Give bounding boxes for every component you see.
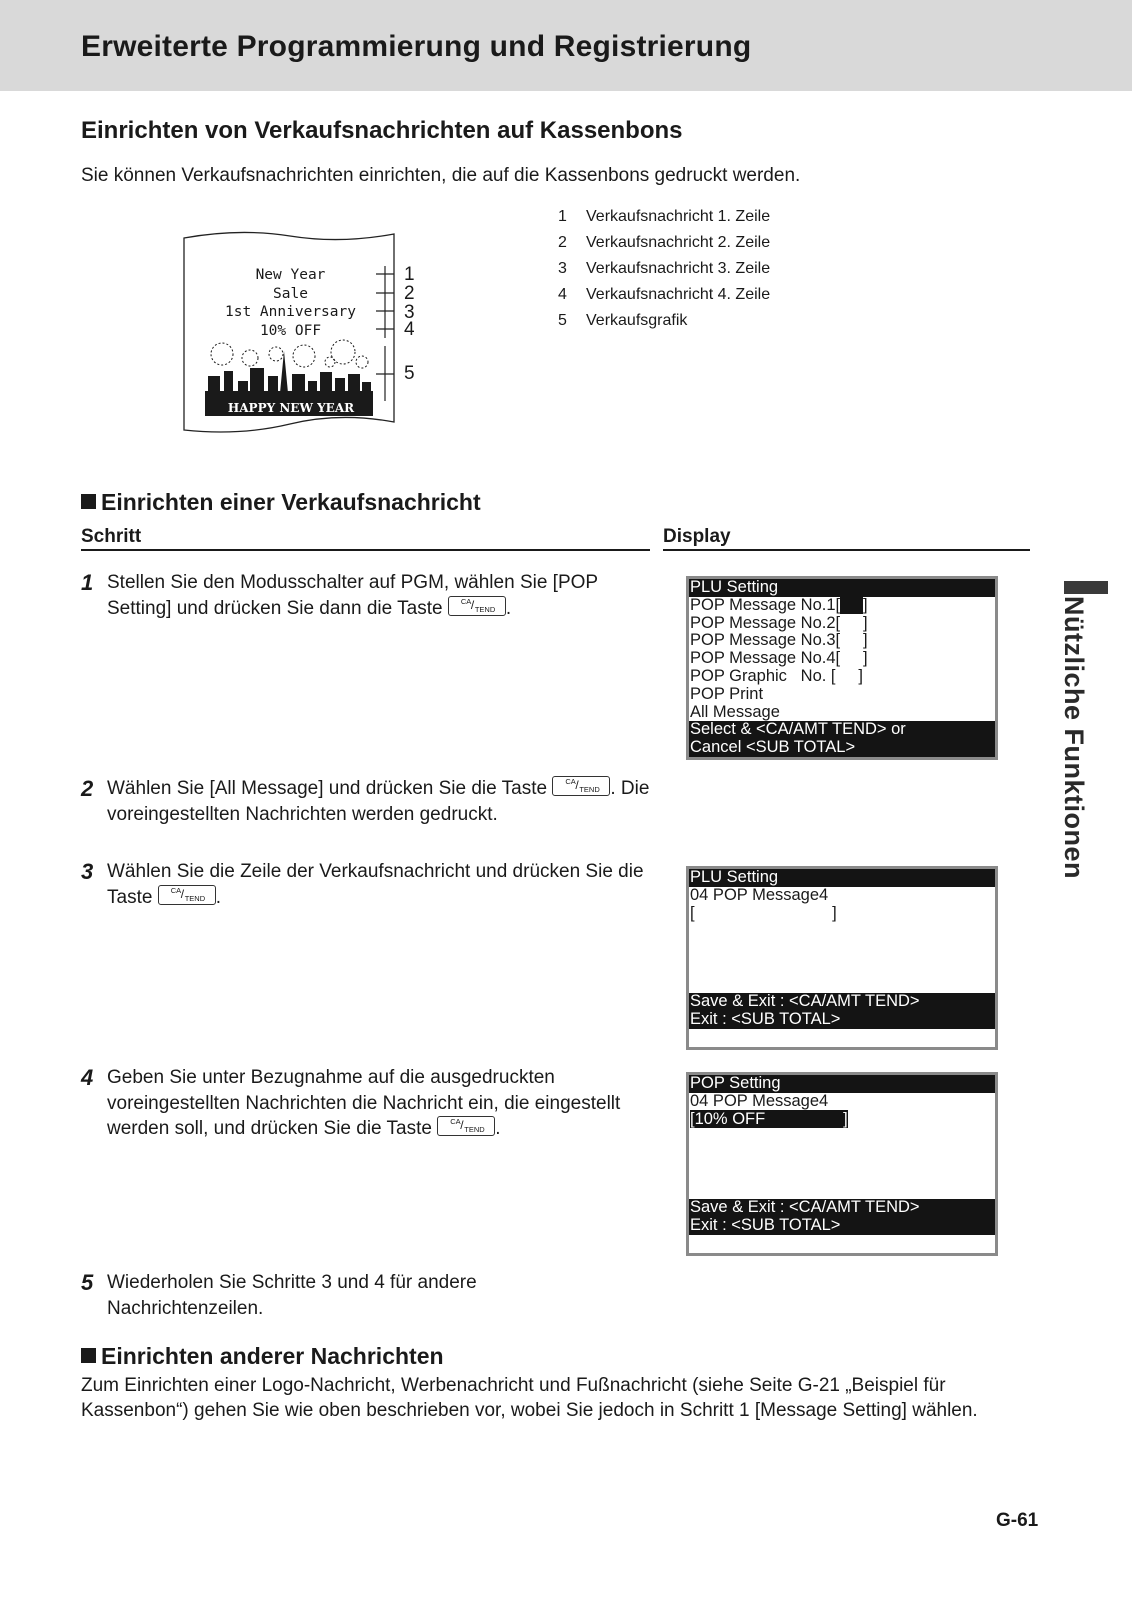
subsection-title: Einrichten einer Verkaufsnachricht: [81, 489, 481, 516]
display-line: POP Message No.1[ ]: [690, 595, 868, 614]
display-footer: Select & <CA/AMT TEND> or: [689, 721, 995, 739]
receipt-graphic-text: HAPPY NEW YEAR: [227, 401, 355, 415]
legend-item: 3 Verkaufsnachricht 3. Zeile: [558, 260, 771, 277]
legend-item: 2 Verkaufsnachricht 2. Zeile: [558, 234, 771, 251]
side-tab-marker: [1064, 581, 1108, 594]
receipt-line-2: Sale: [273, 285, 308, 302]
column-head-display: Display: [663, 526, 731, 547]
lcd-display-3: [686, 1072, 998, 1256]
step-number: 1: [81, 570, 94, 595]
ca-amt-tend-key-icon: CA / TEND: [158, 885, 216, 905]
subsection-text: Zum Einrichten einer Logo-Nachricht, Werbenachricht und Fußnachricht (siehe Seite G-21 „Beispiel für Kassenbon“) gehen Sie wie oben beschrieben vor, wobei Sie jedoch in Schritt 1 [Message Setting] wählen.: [81, 1375, 978, 1421]
display-line: POP Message No.2[ ]: [690, 613, 868, 632]
display-line: POP Message No.3[ ]: [690, 631, 868, 650]
display-title: PLU Setting: [689, 869, 995, 887]
subsection-title: Einrichten anderer Nachrichten: [81, 1343, 444, 1370]
display-line: 04 POP Message4: [690, 1091, 829, 1110]
display-footer: Exit : <SUB TOTAL>: [689, 1217, 995, 1235]
step-number: 3: [81, 859, 94, 884]
display-title: PLU Setting: [689, 579, 995, 597]
receipt-line-1: New Year: [255, 267, 326, 283]
receipt-illustration: [180, 226, 430, 441]
display-footer: Cancel <SUB TOTAL>: [689, 739, 995, 757]
step-number: 2: [81, 776, 94, 801]
step-2: 2 Wählen Sie [All Message] und drücken Sie die Taste CA / TEND . Die voreingestellten Nachrichten werden gedruckt.: [81, 776, 650, 825]
section-intro: Sie können Verkaufsnachrichten einrichten, die auf die Kassenbons gedruckt werden.: [81, 165, 801, 186]
callout-4: 4: [404, 319, 415, 340]
display-line: POP Print: [690, 684, 764, 703]
square-bullet-icon: [81, 494, 96, 509]
divider: [81, 549, 650, 551]
square-bullet-icon: [81, 1348, 96, 1363]
callout-1: 1: [404, 264, 415, 285]
legend-item: 4 Verkaufsnachricht 4. Zeile: [558, 286, 771, 303]
display-footer: Save & Exit : <CA/AMT TEND>: [689, 993, 995, 1011]
ca-amt-tend-key-icon: CA / TEND: [448, 596, 506, 616]
display-line: POP Message No.4[ ]: [690, 649, 868, 668]
callout-2: 2: [404, 283, 415, 304]
display-line: All Message: [690, 702, 780, 721]
display-line: 04 POP Message4: [690, 885, 829, 904]
side-tab-label: Nützliche Funktionen: [1059, 596, 1089, 879]
display-input-field: [10% OFF ]: [690, 1109, 848, 1128]
page-number: G-61: [996, 1510, 1039, 1531]
step-1: 1 Stellen Sie den Modusschalter auf PGM, wählen Sie [POP Setting] und drücken Sie dann die Taste CA / TEND .: [81, 570, 598, 619]
column-head-step: Schritt: [81, 526, 142, 547]
divider: [663, 549, 1030, 551]
callout-5: 5: [404, 363, 415, 384]
display-footer: Save & Exit : <CA/AMT TEND>: [689, 1199, 995, 1217]
receipt-text: [208, 266, 373, 340]
display-footer: Exit : <SUB TOTAL>: [689, 1011, 995, 1029]
ca-amt-tend-key-icon: CA / TEND: [552, 776, 610, 796]
receipt-line-4: 10% OFF: [259, 322, 322, 339]
display-title: POP Setting: [689, 1075, 995, 1093]
step-5: 5 Wiederholen Sie Schritte 3 und 4 für andere Nachrichtenzeilen.: [81, 1270, 477, 1319]
section-title: Einrichten von Verkaufsnachrichten auf Kassenbons: [81, 117, 683, 144]
step-4: 4 Geben Sie unter Bezugnahme auf die ausgedruckten voreingestellten Nachrichten die Nachricht ein, die eingestellt werden soll, und drücken Sie die Taste CA / TEND .: [81, 1065, 621, 1139]
receipt-line-3: 1st Anniversary: [225, 304, 356, 320]
page-title: Erweiterte Programmierung und Registrierung: [81, 30, 752, 63]
display-line: POP Graphic No. [ ]: [690, 666, 864, 685]
lcd-display-1: [686, 576, 998, 760]
legend-item: 1 Verkaufsnachricht 1. Zeile: [558, 208, 771, 225]
step-number: 4: [81, 1065, 94, 1090]
callout-3: 3: [404, 302, 415, 323]
step-number: 5: [81, 1270, 94, 1295]
step-3: 3 Wählen Sie die Zeile der Verkaufsnachricht und drücken Sie die Taste CA / TEND .: [81, 859, 644, 908]
lcd-display-2: [686, 866, 998, 1050]
display-line: [ ]: [690, 903, 837, 922]
ca-amt-tend-key-icon: CA / TEND: [437, 1116, 495, 1136]
legend-item: 5 Verkaufsgrafik: [558, 312, 688, 329]
